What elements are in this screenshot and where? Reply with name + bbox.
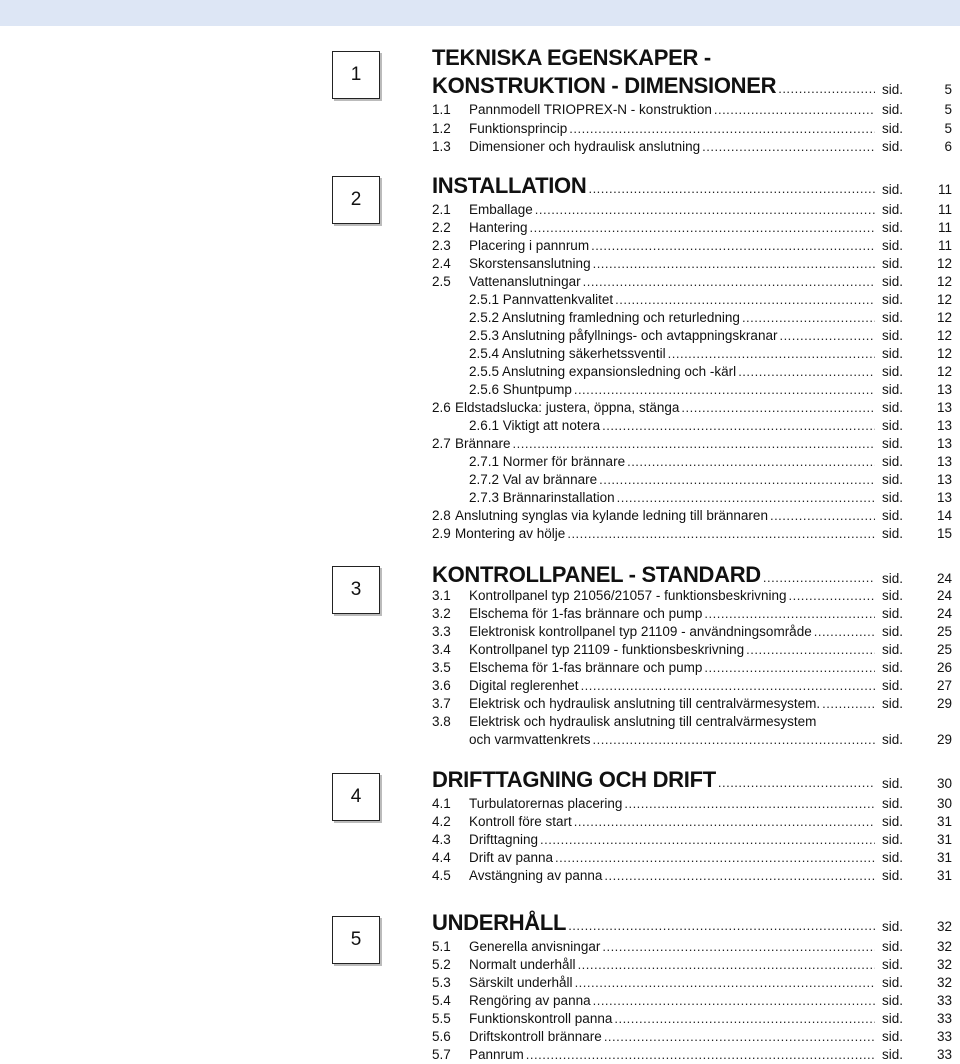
toc-entry[interactable]	[0, 219, 960, 237]
entry-number: 5.2	[432, 957, 451, 972]
dot-leader	[567, 525, 875, 543]
entry-number: 5.6	[432, 1029, 451, 1044]
sid-label: sid.	[882, 508, 904, 523]
dot-leader	[714, 101, 875, 119]
page-number: 14	[936, 508, 952, 523]
entry-number: 2.7	[432, 436, 451, 451]
page-number: 31	[936, 868, 952, 883]
page-number: 11	[937, 202, 952, 217]
page-number: 30	[936, 776, 952, 791]
dot-leader	[668, 345, 875, 363]
dot-leader	[617, 489, 875, 507]
toc-entry[interactable]	[0, 623, 960, 641]
page-number: 30	[936, 796, 952, 811]
sid-label: sid.	[882, 993, 904, 1008]
dot-leader	[535, 201, 875, 219]
dot-leader	[578, 956, 875, 974]
dot-leader	[569, 120, 875, 138]
dot-leader	[574, 381, 875, 399]
sid-label: sid.	[882, 472, 904, 487]
entry-number: 2.4	[432, 256, 451, 271]
entry-title: Montering av hölje	[455, 526, 566, 541]
section-number-box: 3	[332, 566, 380, 614]
entry-number: 3.6	[432, 678, 451, 693]
toc-entry[interactable]	[0, 938, 960, 956]
page-number: 12	[936, 364, 952, 379]
sid-label: sid.	[882, 814, 904, 829]
sid-label: sid.	[882, 202, 904, 217]
page-number: 6	[944, 139, 952, 154]
dot-leader	[568, 912, 875, 940]
toc-entry[interactable]	[0, 659, 960, 677]
entry-title: 2.5.6 Shuntpump	[469, 382, 572, 397]
page-number: 5	[944, 82, 952, 97]
entry-title: 2.7.2 Val av brännare	[469, 472, 598, 487]
section-title: INSTALLATION	[432, 173, 587, 198]
dot-leader	[593, 731, 875, 749]
entry-title: Kontrollpanel typ 21109 - funktionsbeskrivning	[469, 642, 745, 657]
sid-label: sid.	[882, 182, 904, 197]
dot-leader	[602, 417, 875, 435]
sid-label: sid.	[882, 939, 904, 954]
entry-number: 3.8	[432, 714, 451, 729]
entry-title: 2.5.1 Pannvattenkvalitet	[469, 292, 614, 307]
entry-number: 2.8	[432, 508, 451, 523]
sid-label: sid.	[882, 310, 904, 325]
entry-title: Drift av panna	[469, 850, 554, 865]
dot-leader	[742, 309, 875, 327]
dot-leader	[526, 1046, 875, 1064]
entry-title: Pannmodell TRIOPREX-N - konstruktion	[469, 102, 712, 117]
top-bar	[0, 0, 960, 26]
entry-number: 2.1	[432, 202, 451, 217]
section-title: KONTROLLPANEL - STANDARD	[432, 562, 761, 587]
sid-label: sid.	[882, 796, 904, 811]
page-number: 12	[936, 310, 952, 325]
sid-label: sid.	[882, 606, 904, 621]
entry-title-line1: Elektrisk och hydraulisk anslutning till centralvärmesystem	[469, 714, 817, 729]
sid-label: sid.	[882, 571, 904, 586]
page-number: 32	[936, 939, 952, 954]
toc-entry[interactable]	[0, 974, 960, 992]
section-number-box: 4	[332, 773, 380, 821]
dot-leader	[513, 435, 875, 453]
sid-label: sid.	[882, 418, 904, 433]
entry-title: Drifttagning	[469, 832, 539, 847]
section-heading[interactable]	[0, 766, 960, 794]
entry-title: Emballage	[469, 202, 533, 217]
sid-label: sid.	[882, 1047, 904, 1062]
toc-entry[interactable]	[0, 992, 960, 1010]
entry-title: 2.7.1 Normer för brännare	[469, 454, 626, 469]
sid-label: sid.	[882, 678, 904, 693]
sid-label: sid.	[882, 732, 904, 747]
sid-label: sid.	[882, 776, 904, 791]
entry-number: 5.7	[432, 1047, 451, 1062]
dot-leader	[591, 237, 875, 255]
sid-label: sid.	[882, 660, 904, 675]
page-number: 13	[936, 382, 952, 397]
toc-entry[interactable]	[0, 525, 960, 543]
entry-number: 1.1	[432, 102, 451, 117]
dot-leader	[593, 992, 875, 1010]
dot-leader	[530, 219, 875, 237]
sid-label: sid.	[882, 220, 904, 235]
dot-leader	[738, 363, 875, 381]
page-number: 13	[936, 454, 952, 469]
page-number: 25	[936, 624, 952, 639]
entry-number: 2.3	[432, 238, 451, 253]
toc-subentry[interactable]	[0, 471, 960, 489]
entry-title: Hantering	[469, 220, 528, 235]
page-number: 24	[936, 588, 952, 603]
section-title: UNDERHÅLL	[432, 910, 567, 935]
section-heading[interactable]	[0, 909, 960, 937]
dot-leader	[779, 327, 875, 345]
sid-label: sid.	[882, 346, 904, 361]
toc-subentry[interactable]	[0, 363, 960, 381]
entry-title: Anslutning synglas via kylande ledning till brännaren	[455, 508, 768, 523]
dot-leader	[555, 849, 875, 867]
page-number: 31	[936, 814, 952, 829]
entry-number: 3.5	[432, 660, 451, 675]
toc-entry[interactable]	[0, 1028, 960, 1046]
page-number: 11	[937, 182, 952, 197]
entry-number: 5.1	[432, 939, 451, 954]
entry-number: 3.1	[432, 588, 451, 603]
dot-leader	[681, 399, 875, 417]
entry-number: 5.3	[432, 975, 451, 990]
entry-number: 3.7	[432, 696, 451, 711]
entry-number: 3.4	[432, 642, 451, 657]
sid-label: sid.	[882, 868, 904, 883]
page-number: 24	[936, 571, 952, 586]
sid-label: sid.	[882, 975, 904, 990]
page-number: 29	[936, 696, 952, 711]
toc-entry[interactable]	[0, 201, 960, 219]
entry-title: Elektronisk kontrollpanel typ 21109 - användningsområde	[469, 624, 812, 639]
page-number: 12	[936, 292, 952, 307]
page-number: 12	[936, 274, 952, 289]
page-number: 11	[937, 220, 952, 235]
section-number-box: 2	[332, 176, 380, 224]
entry-title: Placering i pannrum	[469, 238, 590, 253]
entry-title: Kontroll före start	[469, 814, 572, 829]
toc-entry[interactable]	[0, 695, 960, 713]
dot-leader	[718, 769, 875, 797]
entry-title: Särskilt underhåll	[469, 975, 573, 990]
toc-entry[interactable]	[0, 237, 960, 255]
toc-entry[interactable]	[0, 795, 960, 813]
page-number: 33	[936, 1029, 952, 1044]
sid-label: sid.	[882, 1011, 904, 1026]
entry-title: Pannrum	[469, 1047, 524, 1062]
sid-label: sid.	[882, 238, 904, 253]
dot-leader	[702, 138, 875, 156]
entry-number: 3.3	[432, 624, 451, 639]
entry-title: Brännare	[455, 436, 511, 451]
sid-label: sid.	[882, 400, 904, 415]
sid-label: sid.	[882, 1029, 904, 1044]
toc-entry[interactable]	[0, 1046, 960, 1064]
page-number: 31	[936, 832, 952, 847]
entry-title: Kontrollpanel typ 21056/21057 - funktionsbeskrivning	[469, 588, 787, 603]
toc-subentry[interactable]	[0, 291, 960, 309]
page-number: 25	[936, 642, 952, 657]
sid-label: sid.	[882, 102, 904, 117]
section-number-box: 1	[332, 51, 380, 99]
toc-entry[interactable]	[0, 273, 960, 291]
toc-entry[interactable]	[0, 867, 960, 885]
sid-label: sid.	[882, 957, 904, 972]
toc-entry[interactable]	[0, 1010, 960, 1028]
entry-title: 2.5.5 Anslutning expansionsledning och -kärl	[469, 364, 737, 379]
page-number: 13	[936, 472, 952, 487]
entry-title: Turbulatorernas placering	[469, 796, 623, 811]
page-number: 33	[936, 1011, 952, 1026]
entry-title: Elschema för 1-fas brännare och pump	[469, 606, 703, 621]
toc-subentry[interactable]	[0, 417, 960, 435]
sid-label: sid.	[882, 850, 904, 865]
entry-number: 4.3	[432, 832, 451, 847]
page-number: 12	[936, 256, 952, 271]
page-number: 15	[936, 526, 952, 541]
sid-label: sid.	[882, 292, 904, 307]
entry-number: 3.2	[432, 606, 451, 621]
page-number: 12	[936, 328, 952, 343]
page-number: 13	[936, 418, 952, 433]
sid-label: sid.	[882, 454, 904, 469]
page-number: 13	[936, 436, 952, 451]
page-number: 24	[936, 606, 952, 621]
page-number: 33	[936, 993, 952, 1008]
entry-number: 2.9	[432, 526, 451, 541]
sid-label: sid.	[882, 624, 904, 639]
entry-title: Elschema för 1-fas brännare och pump	[469, 660, 703, 675]
entry-title: Dimensioner och hydraulisk anslutning	[469, 139, 701, 154]
entry-title: Eldstadslucka: justera, öppna, stänga	[455, 400, 680, 415]
toc-entry[interactable]	[0, 138, 960, 156]
entry-title: Vattenanslutningar	[469, 274, 581, 289]
toc-subentry[interactable]	[0, 345, 960, 363]
sid-label: sid.	[882, 696, 904, 711]
toc-subentry[interactable]	[0, 309, 960, 327]
sid-label: sid.	[882, 436, 904, 451]
toc-entry[interactable]	[0, 605, 960, 623]
entry-number: 2.5	[432, 274, 451, 289]
entry-title: Elektrisk och hydraulisk anslutning till centralvärmesystem.	[469, 696, 821, 711]
section-title-line1: TEKNISKA EGENSKAPER -	[432, 45, 711, 70]
page-number: 32	[936, 975, 952, 990]
entry-title: 2.6.1 Viktigt att notera	[469, 418, 601, 433]
sid-label: sid.	[882, 588, 904, 603]
toc-entry[interactable]	[0, 255, 960, 273]
page-number: 5	[944, 121, 952, 136]
page-number: 29	[936, 732, 952, 747]
dot-leader	[627, 453, 875, 471]
toc-subentry[interactable]	[0, 453, 960, 471]
entry-title: Normalt underhåll	[469, 957, 576, 972]
entry-number: 5.5	[432, 1011, 451, 1026]
dot-leader	[614, 1010, 875, 1028]
dot-leader	[615, 291, 875, 309]
page-number: 13	[936, 400, 952, 415]
sid-label: sid.	[882, 642, 904, 657]
dot-leader	[814, 623, 875, 641]
dot-leader	[588, 175, 875, 203]
dot-leader	[746, 641, 875, 659]
entry-number: 4.1	[432, 796, 451, 811]
dot-leader	[604, 1028, 875, 1046]
toc-subentry[interactable]	[0, 489, 960, 507]
sid-label: sid.	[882, 832, 904, 847]
entry-title: Funktionskontroll panna	[469, 1011, 613, 1026]
toc-entry[interactable]	[0, 435, 960, 453]
entry-number: 2.6	[432, 400, 451, 415]
dot-leader	[822, 695, 875, 713]
sid-label: sid.	[882, 139, 904, 154]
dot-leader	[602, 938, 875, 956]
entry-title: Generella anvisningar	[469, 939, 601, 954]
page-number: 26	[936, 660, 952, 675]
entry-title: Funktionsprincip	[469, 121, 568, 136]
section-title: DRIFTTAGNING OCH DRIFT	[432, 767, 716, 792]
sid-label: sid.	[882, 328, 904, 343]
dot-leader	[704, 605, 875, 623]
section-number-box: 5	[332, 916, 380, 964]
toc-subentry[interactable]	[0, 327, 960, 345]
entry-number: 1.2	[432, 121, 451, 136]
dot-leader	[575, 974, 875, 992]
toc-entry[interactable]	[0, 101, 960, 119]
dot-leader	[788, 587, 875, 605]
entry-number: 2.2	[432, 220, 451, 235]
entry-title: Avstängning av panna	[469, 868, 603, 883]
toc-subentry[interactable]	[0, 381, 960, 399]
dot-leader	[593, 255, 875, 273]
entry-number: 4.4	[432, 850, 451, 865]
toc-entry[interactable]	[0, 587, 960, 605]
dot-leader	[704, 659, 875, 677]
dot-leader	[581, 677, 875, 695]
dot-leader	[583, 273, 875, 291]
page-number: 27	[936, 678, 952, 693]
page-number: 11	[937, 238, 952, 253]
sid-label: sid.	[882, 364, 904, 379]
entry-title: 2.7.3 Brännarinstallation	[469, 490, 615, 505]
entry-number: 5.4	[432, 993, 451, 1008]
entry-title: 2.5.3 Anslutning påfyllnings- och avtappningskranar	[469, 328, 778, 343]
entry-number: 4.2	[432, 814, 451, 829]
entry-title: och varmvattenkrets	[469, 732, 591, 747]
entry-title: Rengöring av panna	[469, 993, 591, 1008]
toc-entry[interactable]	[0, 831, 960, 849]
page-number: 32	[936, 919, 952, 934]
page-number: 5	[944, 102, 952, 117]
sid-label: sid.	[882, 121, 904, 136]
page-number: 31	[936, 850, 952, 865]
dot-leader	[770, 507, 875, 525]
section-title-line	[0, 44, 960, 72]
sid-label: sid.	[882, 274, 904, 289]
section-heading[interactable]	[0, 72, 960, 100]
toc-entry[interactable]	[0, 849, 960, 867]
toc-entry[interactable]	[0, 677, 960, 695]
section-heading[interactable]	[0, 561, 960, 589]
page-number: 12	[936, 346, 952, 361]
section-title: KONSTRUKTION - DIMENSIONER	[432, 73, 777, 98]
entry-title: 2.5.4 Anslutning säkerhetssventil	[469, 346, 666, 361]
toc-entry[interactable]	[0, 956, 960, 974]
toc-entry-first-line[interactable]	[0, 713, 960, 731]
toc-entry[interactable]	[0, 120, 960, 138]
page-number: 33	[936, 1047, 952, 1062]
sid-label: sid.	[882, 490, 904, 505]
sid-label: sid.	[882, 526, 904, 541]
sid-label: sid.	[882, 256, 904, 271]
entry-title: Driftskontroll brännare	[469, 1029, 602, 1044]
toc-entry[interactable]	[0, 731, 960, 749]
dot-leader	[778, 75, 875, 103]
entry-title: Digital reglerenhet	[469, 678, 579, 693]
sid-label: sid.	[882, 82, 904, 97]
dot-leader	[540, 831, 875, 849]
page-number: 32	[936, 957, 952, 972]
toc-entry[interactable]	[0, 813, 960, 831]
entry-title: Skorstensanslutning	[469, 256, 591, 271]
entry-number: 1.3	[432, 139, 451, 154]
sid-label: sid.	[882, 919, 904, 934]
toc-entry[interactable]	[0, 399, 960, 417]
entry-title: 2.5.2 Anslutning framledning och returledning	[469, 310, 740, 325]
entry-number: 4.5	[432, 868, 451, 883]
dot-leader	[574, 813, 875, 831]
toc-entry[interactable]	[0, 507, 960, 525]
section-heading[interactable]	[0, 172, 960, 200]
dot-leader	[604, 867, 875, 885]
toc-entry[interactable]	[0, 641, 960, 659]
dot-leader	[599, 471, 875, 489]
page-number: 13	[936, 490, 952, 505]
dot-leader	[624, 795, 875, 813]
sid-label: sid.	[882, 382, 904, 397]
